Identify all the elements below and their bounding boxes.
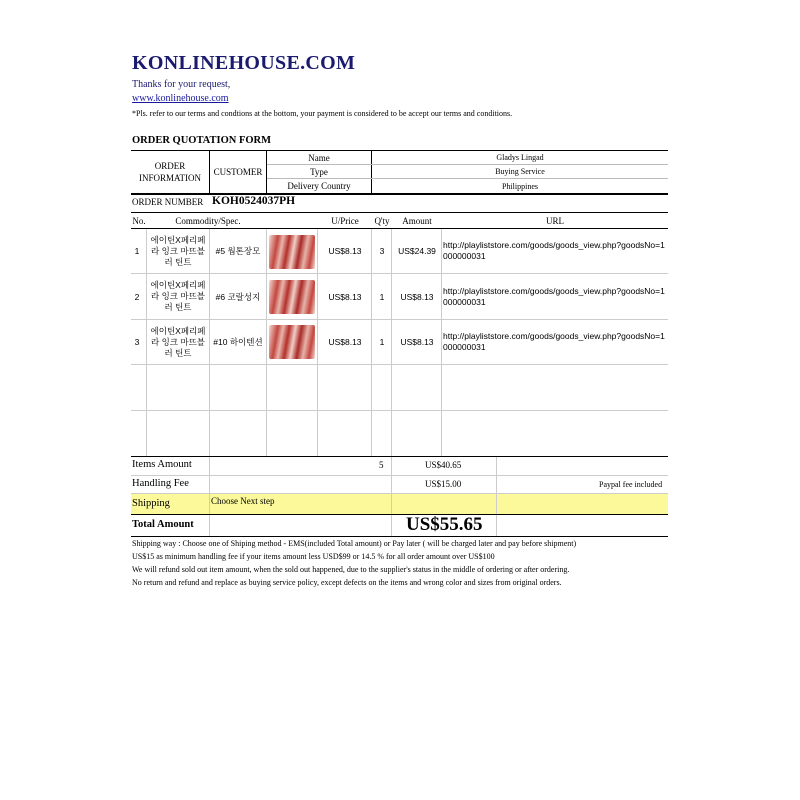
row-name: 에이틴X페리페라 잉크 마뜨블러 틴트	[150, 234, 206, 267]
divider	[131, 475, 668, 476]
row-url[interactable]: http://playliststore.com/goods/goods_view.php?goodsNo=1000000031	[443, 240, 665, 261]
row-no: 2	[134, 291, 140, 302]
handling-fee-label: Handling Fee	[132, 478, 189, 489]
total-amount: US$55.65	[406, 514, 483, 535]
row-no: 1	[134, 246, 140, 256]
row-amount: US$24.39	[398, 246, 436, 256]
name-label: Name	[308, 152, 330, 163]
divider	[131, 456, 668, 457]
total-amount-label: Total Amount	[132, 519, 194, 530]
row-name: 에이틴X페리페라 잉크 마뜨블러 틴트	[150, 280, 206, 312]
terms-note: *Pls. refer to our terms and condtions at the bottom, your payment is considered to be accept our terms and conditions.	[132, 109, 513, 118]
order-info-table	[131, 150, 668, 194]
items-amount: US$40.65	[425, 460, 462, 470]
row-price: US$8.13	[328, 337, 362, 347]
items-count: 5	[379, 460, 384, 470]
terms-line: US$15 as minimum handling fee if your items amount less USD$99 or 14.5 % for all order amount over US$100	[132, 552, 495, 561]
row-qty: 1	[379, 291, 385, 302]
handling-fee-amount: US$15.00	[425, 479, 462, 489]
delivery-country-label: Delivery Country	[287, 181, 351, 191]
order-number: KOH0524037PH	[212, 195, 296, 207]
row-url[interactable]: http://playliststore.com/goods/goods_view.php?goodsNo=1000000031	[443, 331, 665, 352]
row-amount: US$8.13	[400, 291, 434, 302]
row-spec: #6 코랄성지	[215, 291, 261, 302]
table-row	[131, 229, 668, 273]
row-spec: #5 웜톤장모	[215, 246, 261, 256]
divider	[131, 410, 668, 411]
order-number-label: ORDER NUMBER	[132, 197, 204, 207]
col-commodity: Commodity/Spec.	[175, 215, 241, 226]
shipping-label: Shipping	[132, 498, 170, 509]
col-qty: Q'ty	[374, 215, 390, 226]
col-url: URL	[546, 215, 564, 226]
row-price: US$8.13	[328, 246, 362, 256]
table-row	[131, 274, 668, 319]
form-title: ORDER QUOTATION FORM	[132, 135, 272, 146]
thanks-text: Thanks for your request,	[132, 79, 231, 90]
divider	[391, 457, 392, 536]
divider	[209, 457, 210, 536]
site-link[interactable]: www.konlinehouse.com	[132, 93, 229, 104]
divider	[131, 364, 668, 365]
row-spec: #10 하이텐션	[213, 337, 263, 347]
items-header-row	[131, 213, 668, 228]
type-value: Buying Service	[495, 167, 545, 176]
row-amount: US$8.13	[400, 337, 434, 347]
product-image	[269, 280, 315, 314]
row-name: 에이틴X페리페라 잉크 마뜨블러 틴트	[150, 325, 206, 358]
terms-line: We will refund sold out item amount, when the sold out happened, due to the supplier's status in the middle of ordering or after ordering.	[132, 565, 570, 574]
divider	[131, 194, 668, 195]
row-url[interactable]: http://playliststore.com/goods/goods_view.php?goodsNo=1000000031	[443, 285, 665, 307]
shipping-note: Choose Next step	[211, 496, 275, 506]
handling-fee-note: Paypal fee included	[599, 480, 663, 489]
row-no: 3	[134, 337, 140, 347]
row-qty: 3	[379, 246, 385, 256]
customer-label: CUSTOMER	[213, 167, 263, 177]
site-title: KONLINEHOUSE.COM	[132, 52, 356, 74]
col-amount: Amount	[402, 215, 432, 226]
row-qty: 1	[379, 337, 385, 347]
order-information-label: ORDER INFORMATION	[138, 161, 201, 183]
divider	[131, 536, 668, 537]
terms-line: No return and refund and replace as buying service policy, except defects on the items and wrong color and sizes from original orders.	[132, 578, 562, 587]
type-label: Type	[310, 166, 328, 177]
terms-line: Shipping way : Choose one of Shiping method - EMS(included Total amount) or Pay later ( will be charged later and pay before shipment)	[132, 539, 577, 548]
name-value: Gladys Lingad	[496, 153, 544, 162]
product-image	[269, 235, 315, 269]
row-price: US$8.13	[328, 291, 362, 302]
divider	[131, 514, 668, 515]
divider	[131, 493, 668, 494]
items-amount-label: Items Amount	[132, 459, 192, 470]
col-uprice: U/Price	[331, 215, 359, 226]
divider	[496, 457, 497, 536]
col-no: No.	[132, 215, 146, 226]
delivery-country-value: Philippines	[501, 181, 538, 191]
product-image	[269, 325, 315, 359]
table-row	[131, 320, 668, 364]
